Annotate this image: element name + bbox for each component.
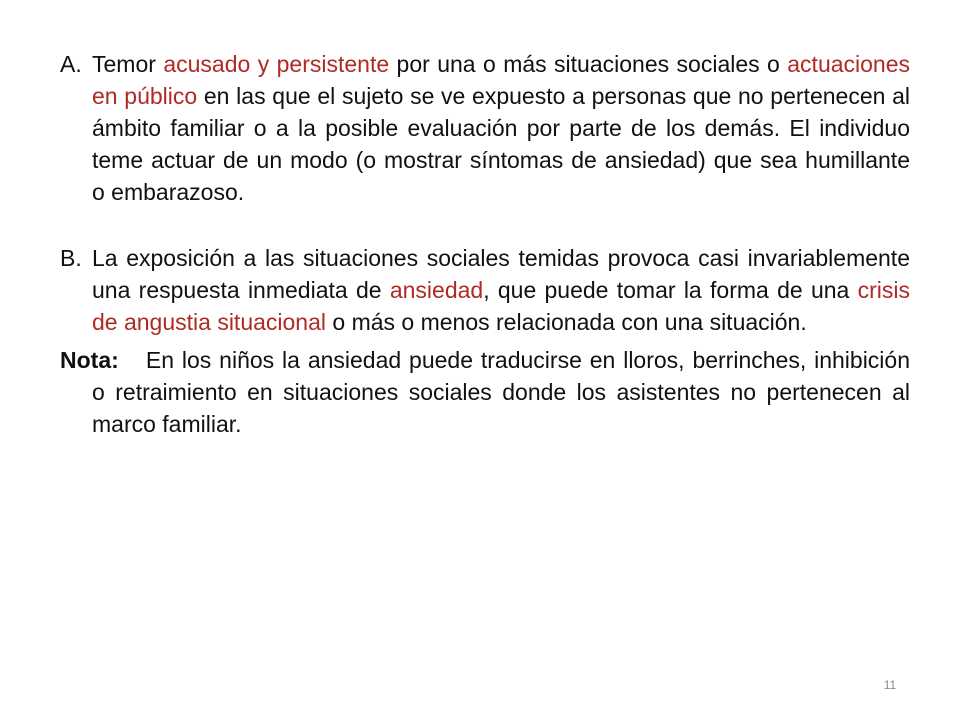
note-label: Nota: — [60, 347, 119, 373]
criterion-a-text-3: en las que el sujeto se ve expuesto a personas que no pertenecen al ámbito familiar o a la posible evaluación por parte de los demás. El individuo teme actuar de un modo (o mostrar síntomas de ansiedad) que sea humillante o embarazoso. — [92, 83, 911, 205]
criterion-b-text-2: , que puede tomar la forma de una — [483, 277, 858, 303]
criterion-a-text-1: Temor — [92, 51, 164, 77]
criterion-b-text-3: o más o menos relacionada con una situación. — [326, 309, 807, 335]
criterion-a-marker: A. — [60, 51, 82, 77]
criterion-a-highlight-2: actuaciones en público — [92, 51, 911, 109]
criterion-b-text-1: La exposición a las situaciones sociales temidas provoca casi invariablemente una respuesta inmediata de — [92, 245, 910, 303]
criterion-b-highlight-1: ansiedad — [389, 277, 484, 303]
note-text: En los niños la ansiedad puede traducirse en lloros, berrinches, inhibición o retraimiento en situaciones sociales donde los asistentes no pertenecen al marco familiar. — [92, 347, 910, 437]
criterion-a-text-2: por una o más situaciones sociales o — [389, 51, 788, 77]
criterion-b — [60, 242, 910, 338]
page-number: 11 — [883, 678, 897, 692]
criterion-b-marker: B. — [60, 245, 82, 271]
criterion-a-highlight-1: acusado y persistente — [163, 51, 390, 77]
slide-body — [60, 48, 910, 440]
note — [60, 344, 910, 440]
criterion-a — [60, 48, 910, 208]
criterion-b-highlight-2: crisis de angustia situacional — [92, 277, 910, 335]
